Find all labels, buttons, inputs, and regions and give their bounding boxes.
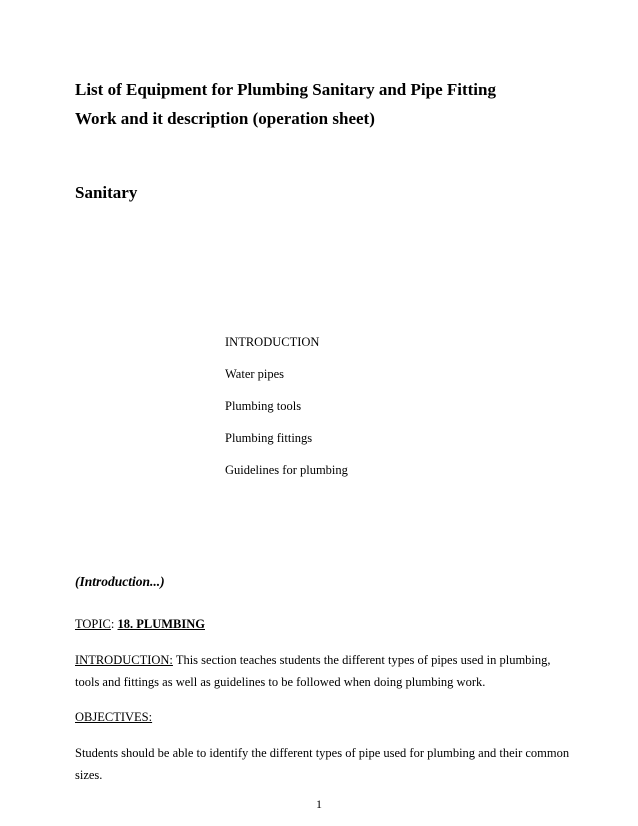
introduction-heading: (Introduction...)	[75, 574, 165, 589]
topic-value: 18. PLUMBING	[117, 617, 205, 631]
objectives-label: OBJECTIVES:	[75, 710, 153, 724]
toc-item: Water pipes	[225, 367, 285, 381]
document-title	[75, 75, 595, 133]
objectives-heading	[75, 706, 575, 728]
section-heading: Sanitary	[75, 183, 138, 202]
page-number: 1	[316, 797, 322, 811]
toc-item: INTRODUCTION	[225, 335, 320, 349]
title-line-1: List of Equipment for Plumbing Sanitary and Pipe Fitting	[75, 80, 496, 99]
table-of-contents	[225, 333, 348, 493]
title-line-2: Work and it description (operation sheet)	[75, 109, 375, 128]
toc-item: Plumbing tools	[225, 399, 302, 413]
toc-item: Guidelines for plumbing	[225, 463, 348, 477]
topic-line	[75, 613, 575, 635]
objectives-paragraph: Students should be able to identify the different types of pipe used for plumbing and their common sizes.	[75, 746, 570, 782]
topic-label: TOPIC	[75, 617, 111, 631]
toc-item: Plumbing fittings	[225, 431, 313, 445]
introduction-label: INTRODUCTION:	[75, 653, 173, 667]
introduction-text: This section teaches students the different types of pipes used in plumbing, tools and fittings as well as guidelines to be followed when doing plumbing work.	[75, 653, 551, 689]
topic-separator: :	[110, 617, 118, 631]
introduction-paragraph	[75, 649, 575, 693]
